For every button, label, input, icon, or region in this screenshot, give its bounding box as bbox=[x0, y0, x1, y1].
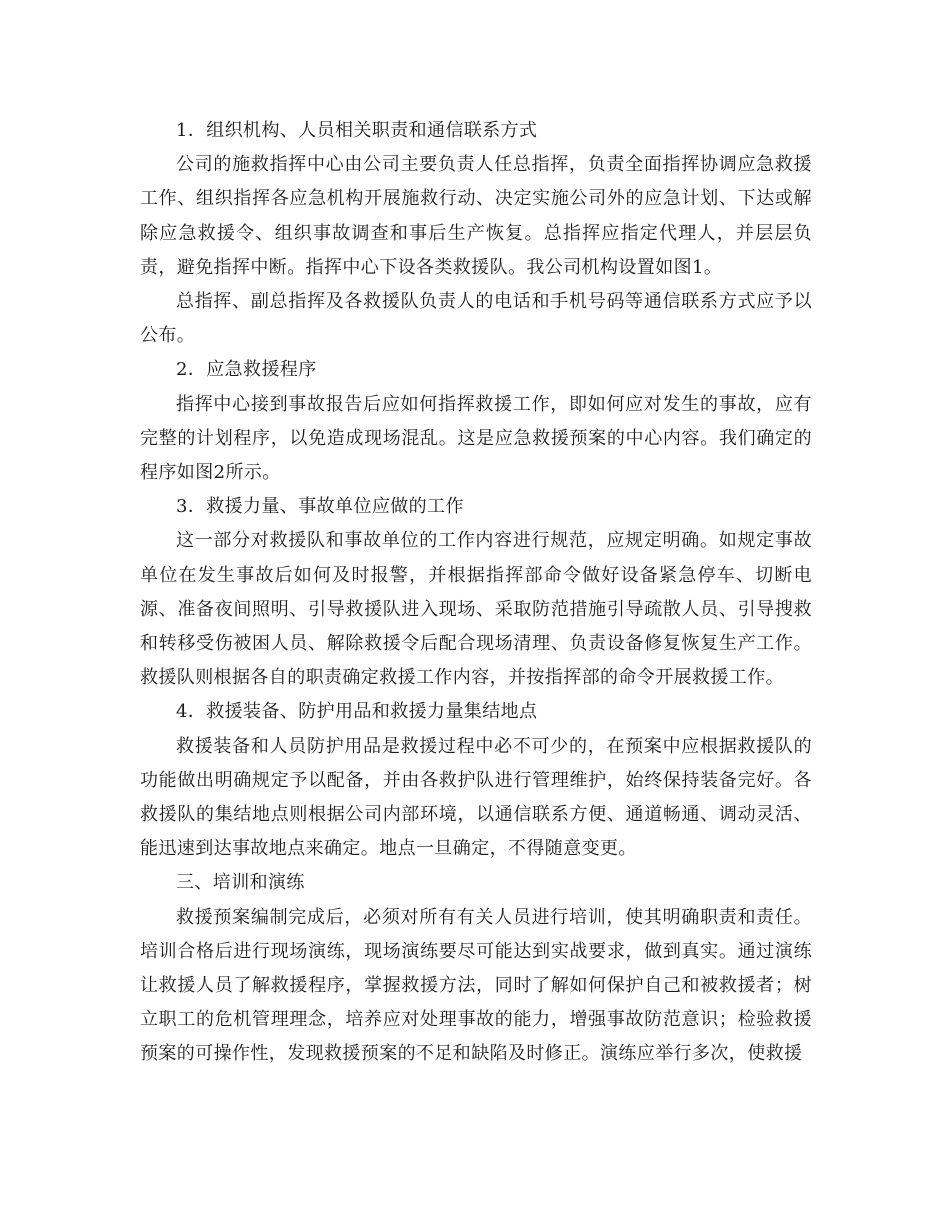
paragraph: 总指挥、副总指挥及各救援队负责人的电话和手机号码等通信联系方式应予以公布。 bbox=[140, 291, 812, 347]
document-body bbox=[140, 114, 812, 1072]
section-heading-1: 1．组织机构、人员相关职责和通信联系方式 bbox=[176, 120, 538, 141]
section-heading-3: 3．救援力量、事故单位应做的工作 bbox=[176, 496, 464, 518]
section-heading-4: 4．救援装备、防护用品和救援力量集结地点 bbox=[176, 701, 538, 723]
section-heading-2: 2．应急救援程序 bbox=[176, 359, 317, 381]
paragraph: 这一部分对救援队和事故单位的工作内容进行规范，应规定明确。如规定事故单位在发生事故后如何及时报警，并根据指挥部命令做好设备紧急停车、切断电源、准备夜间照明、引导救援队进入现场、采取防范措施引导疏散人员、引导搜救和转移受伤被困人员、解除救援令后配合现场清理、负责设备修复恢复生产工作。救援队则根据各自的职责确定救援工作内容，并按指挥部的命令开展救援工作。 bbox=[140, 530, 812, 689]
section-heading-training: 三、培训和演练 bbox=[176, 872, 305, 894]
paragraph: 救援装备和人员防护用品是救援过程中必不可少的，在预案中应根据救援队的功能做出明确规定予以配备，并由各救护队进行管理维护，始终保持装备完好。各救援队的集结地点则根据公司内部环境，以通信联系方便、通道畅通、调动灵活、能迅速到达事故地点来确定。地点一旦确定，不得随意变更。 bbox=[140, 735, 812, 860]
paragraph: 救援预案编制完成后，必须对所有有关人员进行培训，使其明确职责和责任。培训合格后进行现场演练，现场演练要尽可能达到实战要求，做到真实。通过演练让救援人员了解救援程序，掌握救援方法，同时了解如何保护自己和被救援者；树立职工的危机管理理念，培养应对处理事故的能力，增强事故防范意识；检验救援预案的可操作性，发现救援预案的不足和缺陷及时修正。演练应举行多次，使救援 bbox=[140, 906, 812, 1065]
paragraph: 指挥中心接到事故报告后应如何指挥救援工作，即如何应对发生的事故，应有完整的计划程序，以免造成现场混乱。这是应急救援预案的中心内容。我们确定的程序如图2所示。 bbox=[140, 393, 812, 484]
paragraph: 公司的施救指挥中心由公司主要负责人任总指挥，负责全面指挥协调应急救援工作、组织指挥各应急机构开展施救行动、决定实施公司外的应急计划、下达或解除应急救援令、组织事故调查和事后生产恢复。总指挥应指定代理人，并层层负责，避免指挥中断。指挥中心下设各类救援队。我公司机构设置如图1。 bbox=[140, 154, 812, 278]
